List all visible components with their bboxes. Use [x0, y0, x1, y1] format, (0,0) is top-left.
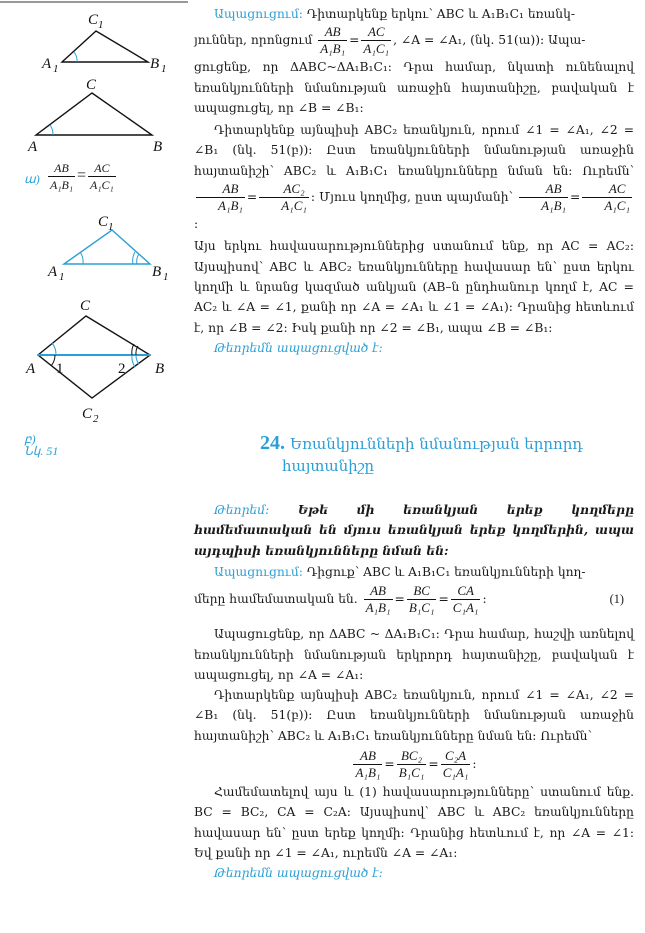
theorem-label: Թեորեմ:: [214, 503, 270, 517]
svg-text:1: 1: [98, 19, 104, 31]
svg-text:1: 1: [108, 221, 114, 233]
section-title-line2: հայտանիշը: [282, 457, 375, 475]
proof2-block: Ապացուցում: Դիցուք՝ ABC և A₁B₁C₁ եռանկյունների կող- մերը համեմատական են. $\frac{AB}{\text{A₁B₁}}$ = $\frac{BC}{\text{B₁C₁}}$ = $\frac{CA}{\text{C₁A₁}}$ : (1) Ապացուցենք, որ ΔABC ~ ΔA₁B₁C₁: Դրա համար, հաշվի առնելով եռանկյունների նմանության երկրորդ հայտանիշը, բավական է ապացուցել, որ ∠A = ∠A₁: Դիտարկենք այնպիսի ABC₂ եռանկյուն, որում ∠1 = ∠A₁, ∠2 = ∠B₁ (նկ. 51(բ)): Ըստ եռանկյունների նմանության առաջին հայտանիշի՝ ABC₂ և A₁B₁C₁ եռանկյունները նման են: Ուրեմն՝ $\frac{AB}{\text{A₁B₁}}$ = $\frac{\text{BC₂}}{\text{B₁C₁}}$ = $\frac{\text{C₂A}}{\text{C₁A₁}}$ : Համեմատելով այս և (1) հավասարությունները՝ ստանում ենք. BC = BC₂, CA = C₂A: Այսպիսով՝ ABC և ABC₂ եռանկյունները հավասար են՝ ըստ երեք կողմի: Դրանից հետևում է, որ ∠A = ∠1: Եվ քանի որ ∠1 = ∠A₁, ուրեմն ∠A = ∠A₁: Թեորեմն ապացուցված է:: [194, 562, 634, 884]
theorem-block: [194, 500, 634, 561]
proof2-done: Թեորեմն ապացուցված է:: [214, 866, 383, 881]
proof1-line3: ցուցենք, որ ΔABC~ΔA₁B₁C₁: Դրա համար, նկատի ունենալով եռանկյունների նմանության առաջին հայտանիշը, բավական է ապացուցել, որ ∠B = ∠B₁:: [194, 60, 634, 115]
proof2-para3: Դիտարկենք այնպիսի ABC₂ եռանկյուն, որում ∠1 = ∠A₁, ∠2 = ∠B₁ (նկ. 51(բ)): Ըստ եռանկյունների նմանության առաջին հայտանիշի՝ ABC₂ և A₁B₁C₁ եռանկյունները նման են: Ուրեմն՝: [194, 688, 634, 743]
equation-number: (1): [609, 592, 624, 607]
proof1-done: Թեորեմն ապացուցված է:: [214, 340, 383, 355]
label-quad-a: A: [26, 361, 36, 377]
section-number: 24.: [260, 432, 285, 454]
proof2-label: Ապացուցում:: [214, 565, 303, 579]
proof1-block: Ապացուցում: Դիտարկենք երկու՝ ABC և A₁B₁C₁ եռանկ- յուններ, որոնցում $\frac{AB}{\text{A₁B₁}}$ = $\frac{AC}{\text{A₁C₁}}$ , ∠A = ∠A₁, (նկ. 51(ա)): Ապա- ցուցենք, որ ΔABC~ΔA₁B₁C₁: Դրա համար, նկատի ունենալով եռանկյունների նմանության առաջին հայտանիշը, բավական է ապացուցել, որ ∠B = ∠B₁: Դիտարկենք այնպիսի ABC₂ եռանկյուն, որում ∠1 = ∠A₁, ∠2 = ∠B₁ (նկ. 51(բ)): Ըստ եռանկյունների նմանության առաջին հայտանիշի՝ ABC₂ և A₁B₁C₁ եռանկյունները նման են: Ուրեմն՝ $\frac{AB}{\text{A₁B₁}}$ = $\frac{\text{AC₂}}{\text{A₁C₁}}$ : Մյուս կողմից, ըստ պայմանի՝ $\frac{AB}{\text{A₁B₁}}$ = $\frac{AC}{\text{A₁C₁}}$ : Այս երկու հավասարություններից ստանում ենք, որ AC = AC₂: Այսպիսով՝ ABC և ABC₂ եռանկյունները հավասար են՝ ըստ երկու կողմի և նրանց կազմած անկյան (AB–ն ընդհանուր կողմ է, AC = AC₂ և ∠A = ∠1, քանի որ ∠A = ∠A₁ և ∠1 = ∠A₁): Դրանից հետևում է, որ ∠B = ∠2: Իսկ քանի որ ∠2 = ∠B₁, ապա ∠B = ∠B₁: Թեորեմն ապացուցված է:: [194, 4, 634, 358]
caption-a: ա): [24, 172, 40, 186]
label-blue-b1: B: [152, 264, 162, 280]
proof1-label: Ապացուցում:: [214, 7, 303, 21]
section-header: [260, 432, 620, 477]
theorem-text: Եթե մի եռանկյան երեք կողմերը համեմատական են մյուս եռանկյան երեք կողմերին, ապա այդպիսի եռանկյունները նման են:: [194, 502, 634, 558]
label-b: B: [153, 139, 163, 155]
label-blue-c1: C: [98, 214, 109, 230]
figure-quadrilateral: [0, 290, 190, 430]
proof2-para4: Համեմատելով այս և (1) հավասարությունները՝ ստանում ենք. BC = BC₂, CA = C₂A: Այսպիսով՝ ABC և ABC₂ եռանկյունները հավասար են՝ ըստ երեք կողմի: Դրանից հետևում է, որ ∠A = ∠1: Եվ քանի որ ∠1 = ∠A₁, ուրեմն ∠A = ∠A₁:: [194, 785, 634, 860]
label-a: A: [28, 139, 38, 155]
svg-text:1: 1: [59, 271, 65, 282]
label-b1: B: [150, 56, 160, 72]
label-angle-1: 1: [56, 361, 64, 377]
proof1-para3: Այս երկու հավասարություններից ստանում ենք, որ AC = AC₂: Այսպիսով՝ ABC և ABC₂ եռանկյունները հավասար են՝ ըստ երկու կողմի և նրանց կազմած անկյան (AB–ն ընդհանուր կողմ է, AC = AC₂ և ∠A = ∠1, քանի որ ∠A = ∠A₁ և ∠1 = ∠A₁): Դրանից հետևում է, որ ∠B = ∠2: Իսկ քանի որ ∠2 = ∠B₁, ապա ∠B = ∠B₁:: [194, 239, 634, 335]
label-c: C: [86, 77, 97, 93]
label-a1: A: [42, 56, 52, 72]
svg-text:1: 1: [163, 271, 169, 282]
svg-text:2: 2: [93, 413, 99, 425]
figure-blue-triangle: [0, 212, 190, 282]
svg-text:1: 1: [161, 63, 167, 75]
caption-a-formula: $\frac{AB}{\text{A₁B₁}}$ = $\frac{AC}{\text{A₁C₁}}$: [50, 161, 114, 192]
label-c1: C: [88, 12, 99, 28]
svg-text:1: 1: [53, 63, 59, 75]
figure-top-triangle: [0, 0, 190, 75]
label-angle-2: 2: [118, 361, 126, 377]
label-quad-b: B: [155, 361, 165, 377]
caption-fig51: Նկ. 51: [24, 444, 59, 458]
section-title-line1: Եռանկյունների նմանության երրորդ: [290, 435, 583, 453]
label-blue-a1: A: [48, 264, 58, 280]
figure-mid-triangle: [0, 75, 190, 155]
proof2-para2: Ապացուցենք, որ ΔABC ~ ΔA₁B₁C₁: Դրա համար, հաշվի առնելով եռանկյունների նմանության երկրորդ հայտանիշը, բավական է ապացուցել, որ ∠A = ∠A₁:: [194, 627, 634, 682]
label-quad-c: C: [80, 298, 91, 314]
caption-b: բ): [24, 432, 36, 446]
label-c2: C: [82, 406, 93, 422]
